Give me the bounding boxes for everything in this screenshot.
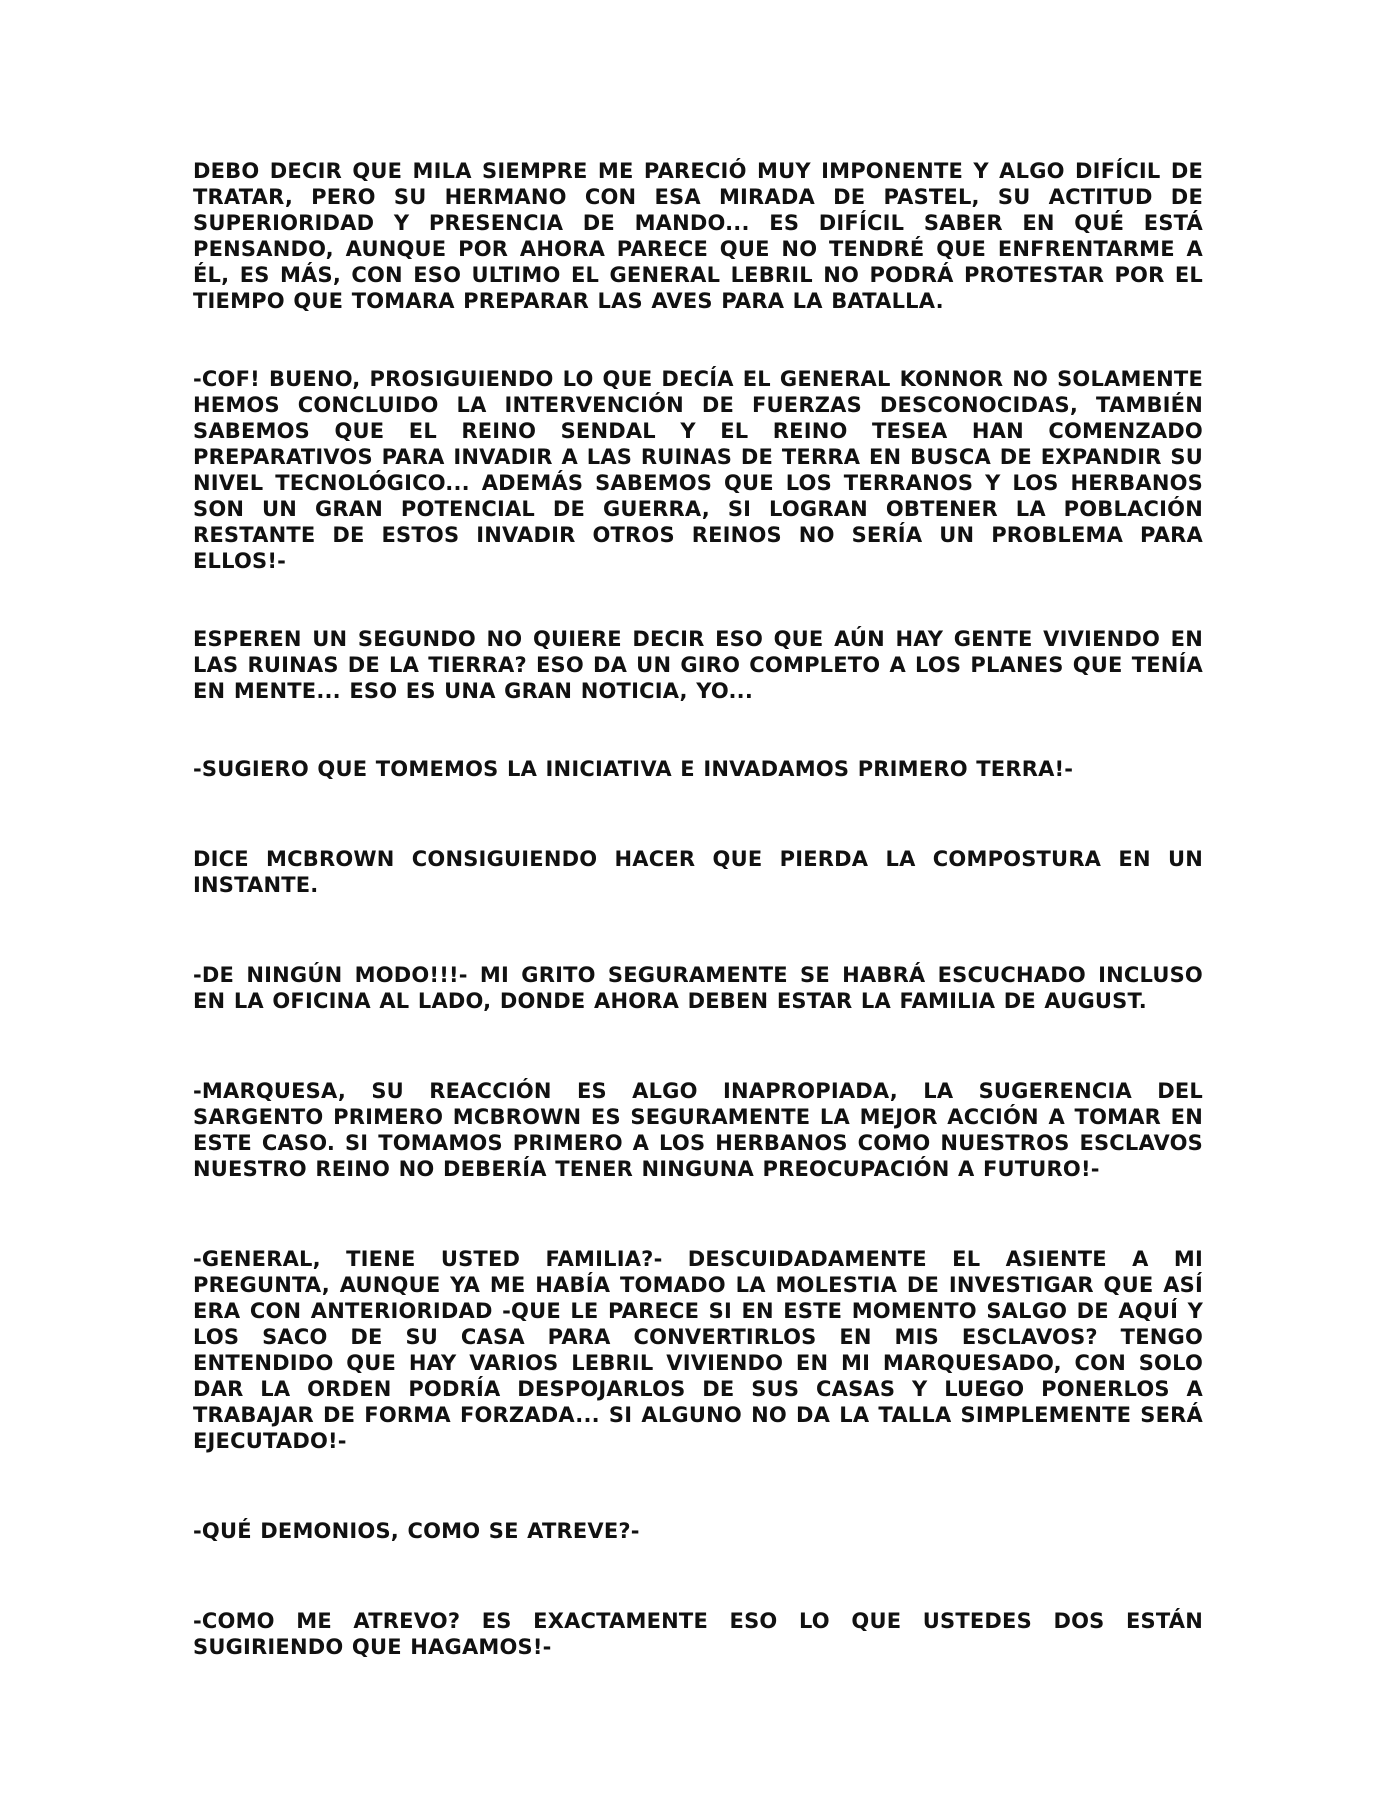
paragraph-1: DEBO DECIR QUE MILA SIEMPRE ME PARECIÓ MUY IMPONENTE Y ALGO DIFÍCIL DE TRATAR, PERO SU HERMANO CON ESA MIRADA DE PASTEL, SU ACTITUD DE SUPERIORIDAD Y PRESENCIA DE MANDO... ES DIFÍCIL SABER EN QUÉ ESTÁ PENSANDO, AUNQUE POR AHORA PARECE QUE NO TENDRÉ QUE ENFRENTARME A ÉL, ES MÁS, CON ESO ULTIMO EL GENERAL LEBRIL NO PODRÁ PROTESTAR POR EL TIEMPO QUE TOMARA PREPARAR LAS AVES PARA LA BATALLA. <box>193 159 1203 313</box>
paragraph-2: -COF! BUENO, PROSIGUIENDO LO QUE DECÍA EL GENERAL KONNOR NO SOLAMENTE HEMOS CONCLUIDO LA INTERVENCIÓN DE FUERZAS DESCONOCIDAS, TAMBIÉN SABEMOS QUE EL REINO SENDAL Y EL REINO TESEA HAN COMENZADO PREPARATIVOS PARA INVADIR A LAS RUINAS DE TERRA EN BUSCA DE EXPANDIR SU NIVEL TECNOLÓGICO... ADEMÁS SABEMOS QUE LOS TERRANOS Y LOS HERBANOS SON UN GRAN POTENCIAL DE GUERRA, SI LOGRAN OBTENER LA POBLACIÓN RESTANTE DE ESTOS INVADIR OTROS REINOS NO SERÍA UN PROBLEMA PARA ELLOS!- <box>193 367 1203 573</box>
paragraph-9: -QUÉ DEMONIOS, COMO SE ATREVE?- <box>193 1519 640 1543</box>
paragraph-7: -MARQUESA, SU REACCIÓN ES ALGO INAPROPIADA, LA SUGERENCIA DEL SARGENTO PRIMERO MCBROWN ES SEGURAMENTE LA MEJOR ACCIÓN A TOMAR EN ESTE CASO. SI TOMAMOS PRIMERO A LOS HERBANOS COMO NUESTROS ESCLAVOS NUESTRO REINO NO DEBERÍA TENER NINGUNA PREOCUPACIÓN A FUTURO!- <box>193 1079 1203 1181</box>
paragraph-4: -SUGIERO QUE TOMEMOS LA INICIATIVA E INVADAMOS PRIMERO TERRA!- <box>193 757 1074 781</box>
paragraph-6: -DE NINGÚN MODO!!!- MI GRITO SEGURAMENTE SE HABRÁ ESCUCHADO INCLUSO EN LA OFICINA AL LADO, DONDE AHORA DEBEN ESTAR LA FAMILIA DE AUGUST. <box>193 963 1203 1013</box>
paragraph-3: ESPEREN UN SEGUNDO NO QUIERE DECIR ESO QUE AÚN HAY GENTE VIVIENDO EN LAS RUINAS DE LA TIERRA? ESO DA UN GIRO COMPLETO A LOS PLANES QUE TENÍA EN MENTE... ESO ES UNA GRAN NOTICIA, YO... <box>193 627 1203 703</box>
paragraph-5: DICE MCBROWN CONSIGUIENDO HACER QUE PIERDA LA COMPOSTURA EN UN INSTANTE. <box>193 847 1203 897</box>
paragraph-10: -COMO ME ATREVO? ES EXACTAMENTE ESO LO QUE USTEDES DOS ESTÁN SUGIRIENDO QUE HAGAMOS!- <box>193 1609 1203 1659</box>
paragraph-8: -GENERAL, TIENE USTED FAMILIA?- DESCUIDADAMENTE EL ASIENTE A MI PREGUNTA, AUNQUE YA ME HABÍA TOMADO LA MOLESTIA DE INVESTIGAR QUE ASÍ ERA CON ANTERIORIDAD -QUE LE PARECE SI EN ESTE MOMENTO SALGO DE AQUÍ Y LOS SACO DE SU CASA PARA CONVERTIRLOS EN MIS ESCLAVOS? TENGO ENTENDIDO QUE HAY VARIOS LEBRIL VIVIENDO EN MI MARQUESADO, CON SOLO DAR LA ORDEN PODRÍA DESPOJARLOS DE SUS CASAS Y LUEGO PONERLOS A TRABAJAR DE FORMA FORZADA... SI ALGUNO NO DA LA TALLA SIMPLEMENTE SERÁ EJECUTADO!- <box>193 1247 1203 1453</box>
text-body <box>193 158 1203 1660</box>
